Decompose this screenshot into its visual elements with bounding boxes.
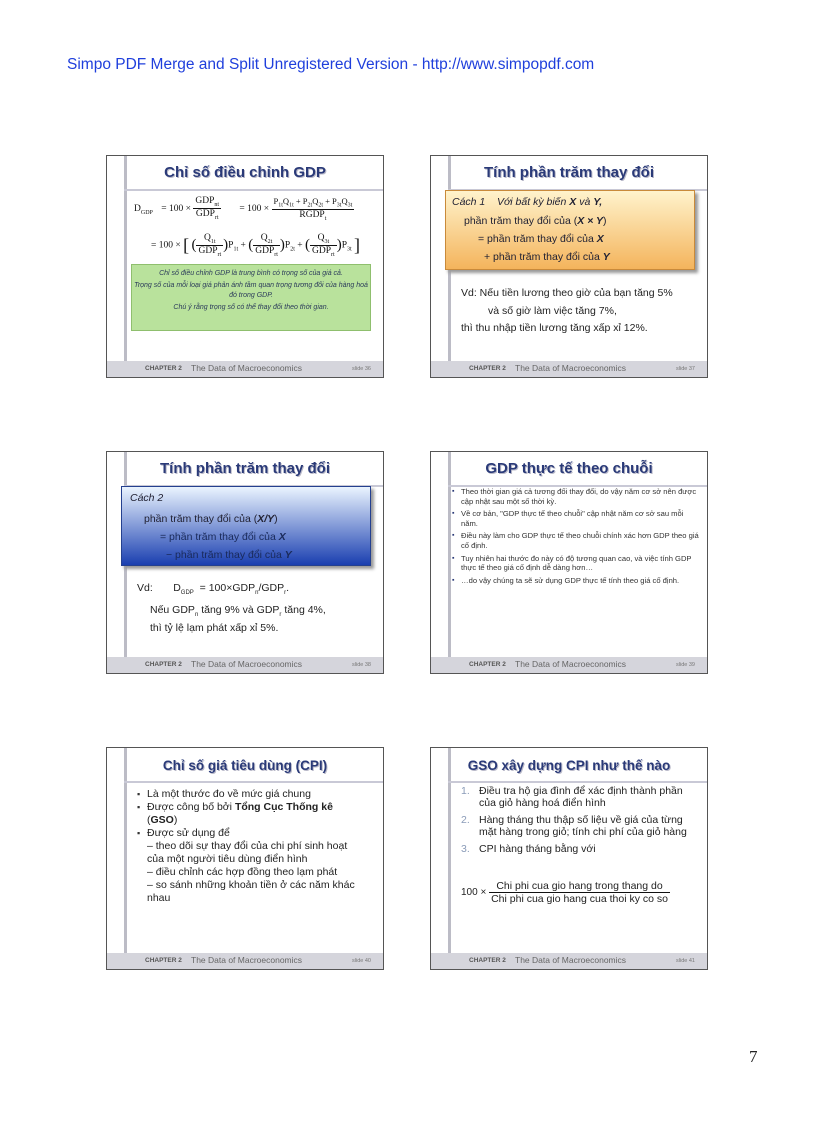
example-line-3: thì tỷ lệ lạm phát xấp xỉ 5%. [150, 622, 279, 634]
list-item: 2. Hàng tháng thu thập số liệu về giá của từng mặt hàng trong giỏ; tính chi phí của giỏ hàng [461, 814, 687, 838]
example-line-2: Nếu $GDP_n$ tăng 9% và $GDP_r$ tăng 4%, [150, 604, 326, 619]
example-line-1: Vd: Nếu tiền lương theo giờ của bạn tăng 5% [461, 287, 673, 299]
slide-footer: CHAPTER 2 The Data of Macroeconomics slide 38 [107, 657, 383, 673]
list-item: ▪ Theo thời gian giá cả tương đối thay đổi, do vậy năm cơ sở nên được cập nhật sau một số thời kỳ. [452, 487, 702, 506]
slide-gso-cpi [430, 747, 708, 970]
slide-cpi [106, 747, 384, 970]
note-3: Chú ý rằng trọng số có thể thay đổi theo thời gian. [173, 304, 329, 311]
method-2-box [121, 486, 371, 566]
title-rule [124, 781, 383, 783]
method-1-condition: Cách 1 Với bất kỳ biến X và Y, [452, 196, 603, 208]
method-2-line-4: − phần trăm thay đổi của Y [166, 549, 292, 561]
method-1-line-2: phần trăm thay đổi của (X × Y) [464, 215, 607, 227]
slide-percent-change-2 [106, 451, 384, 674]
cpi-bullet-list [137, 788, 367, 905]
note-2: Trọng số của mỗi loại giá phản ánh tầm quan trọng tương đối của hàng hoá đó trong GDP. [134, 282, 368, 299]
list-item: ▪ Điều này làm cho GDP thực tế theo chuỗi chính xác hơn GDP theo giá cố định. [452, 531, 702, 550]
title-rule [448, 781, 707, 783]
example-line-2: và số giờ làm việc tăng 7%, [488, 305, 617, 317]
slide-footer: CHAPTER 2 The Data of Macroeconomics slide 40 [107, 953, 383, 969]
list-item: ▪ Về cơ bản, "GDP thực tế theo chuỗi" cập nhật năm cơ sở sau mỗi năm. [452, 509, 702, 528]
example-formula: Vd: $D_{GDP} = 100\times GDP_n/GDP_r$. [137, 582, 290, 597]
method-2-line-2: phần trăm thay đổi của (X/Y) [144, 513, 278, 525]
formula-row-1: $D_{GDP} = 100$ × $\frac{GDP_{nt}}{GDP_{rt}}$ = 100 × $\frac{P_{1t}Q_{1t} + P_{2t}Q_{2t} + P_{3t}Q_{3t}}{RGDP_t}$ [134, 196, 353, 222]
slide-footer: CHAPTER 2 The Data of Macroeconomics slide 37 [431, 361, 707, 377]
slide-title: Tính phần trăm thay đổi [159, 460, 330, 477]
chain-gdp-bullet-list [452, 487, 702, 588]
list-item: ▪ Tuy nhiên hai thước đo này có độ tương quan cao, và việc tính GDP thực tế theo giá cố định dễ dàng hơn… [452, 554, 702, 573]
method-1-line-4: + phần trăm thay đổi của Y [484, 251, 610, 263]
cpi-formula: 100 × $\frac{\text{Chi phi cua gio hang trong thang do}}{\text{Chi phi cua gio hang cua thoi ky co so}}$ [461, 880, 668, 905]
example-line-3: thì thu nhập tiền lương tăng xấp xỉ 12%. [461, 322, 648, 334]
list-item: 1. Điều tra hộ gia đình để xác định thành phần của giỏ hàng hoá điển hình [461, 785, 683, 809]
method-2-label: Cách 2 [130, 492, 164, 504]
slide-chain-weighted-gdp [430, 451, 708, 674]
slide-title: Chỉ số giá tiêu dùng (CPI) [162, 758, 328, 773]
list-item: ▪ Là một thước đo về mức giá chung [137, 788, 367, 801]
list-item: ▪ Được công bố bởi Tổng Cục Thống kê (GSO) [137, 801, 367, 827]
slide-footer: CHAPTER 2 The Data of Macroeconomics slide 39 [431, 657, 707, 673]
sub-list-item: – theo dõi sự thay đổi của chi phí sinh hoạt của một người tiêu dùng điển hình [147, 840, 348, 865]
list-item: ▪ Được sử dụng để [137, 827, 367, 840]
slide-footer: CHAPTER 2 The Data of Macroeconomics slide 36 [107, 361, 383, 377]
slide-title: Tính phần trăm thay đổi [483, 164, 654, 181]
page-number: 7 [749, 1047, 758, 1066]
sub-list-item: – so sánh những khoản tiền ở các năm khác nhau [147, 879, 355, 904]
title-rule [124, 189, 383, 191]
note-1: Chỉ số điều chỉnh GDP là trung bình có trọng số của giá cả. [159, 270, 343, 277]
method-1-line-3: = phần trăm thay đổi của X [478, 233, 604, 245]
method-2-line-3: = phần trăm thay đổi của X [160, 531, 286, 543]
slide-percent-change-1 [430, 155, 708, 378]
method-1-box [445, 190, 695, 270]
deflator-notes-box [131, 264, 371, 331]
cpi-steps-list [461, 786, 691, 862]
slide-footer: CHAPTER 2 The Data of Macroeconomics slide 41 [431, 953, 707, 969]
sub-list-item: – điều chỉnh các hợp đồng theo lạm phát [147, 866, 338, 878]
list-item: ▪ …do vậy chúng ta sẽ sử dụng GDP thực tế tính theo giá cố định. [452, 576, 702, 586]
formula-row-2: = 100 × [ ( $\frac{Q_{1t}}{GDP_{rt}}$ )$P_{1t}$ + ( $\frac{Q_{2t}}{GDP_{rt}}$ )$P_{2t}$ + ( $\frac{Q_{3t}}{GDP_{rt}}$ )$P_{3t}$ ] [151, 233, 361, 258]
slide-title: GSO xây dựng CPI như thế nào [467, 758, 671, 773]
slide-title: Chỉ số điều chỉnh GDP [164, 164, 326, 181]
watermark-text: Simpo PDF Merge and Split Unregistered Version - http://www.simpopdf.com [67, 56, 595, 73]
slide-title: GDP thực tế theo chuỗi [485, 460, 653, 477]
list-item: 3. CPI hàng tháng bằng với [461, 843, 596, 855]
slide-gdp-deflator [106, 155, 384, 378]
